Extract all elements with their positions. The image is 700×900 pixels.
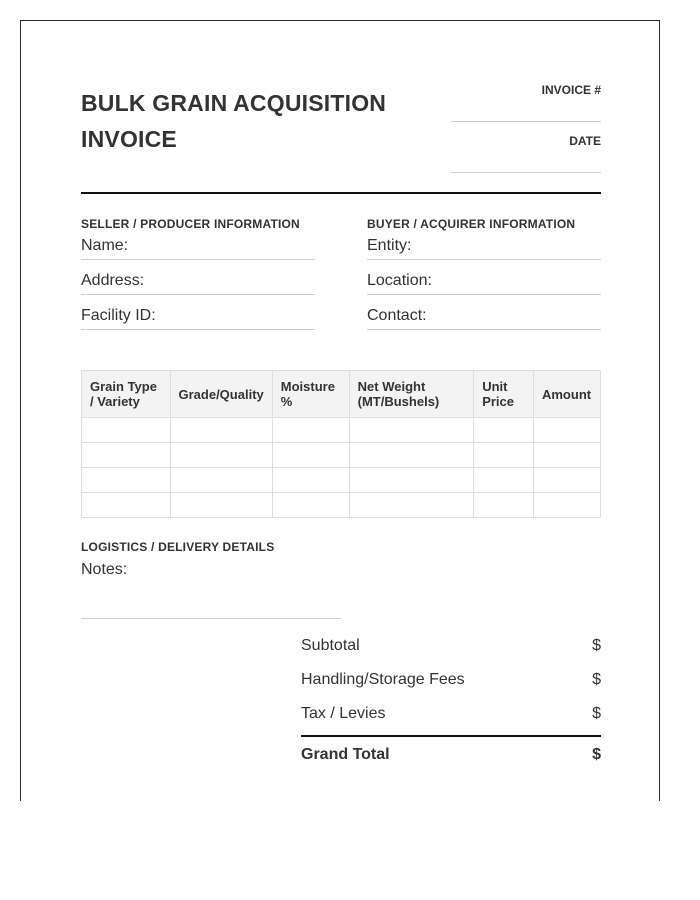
table-header-row <box>82 371 601 418</box>
invoice-number-field[interactable] <box>451 121 601 122</box>
invoice-title <box>81 85 421 157</box>
amount-cell[interactable] <box>533 443 600 468</box>
date-label: DATE <box>569 134 601 148</box>
items-table-body <box>82 418 601 518</box>
net-weight-cell[interactable] <box>349 493 474 518</box>
seller-address-field[interactable]: Address: <box>81 272 315 295</box>
buyer-entity-field[interactable]: Entity: <box>367 237 601 260</box>
table-row <box>82 493 601 518</box>
unit-price-cell[interactable] <box>474 468 534 493</box>
grade-cell[interactable] <box>170 443 272 468</box>
handling-fees-label: Handling/Storage Fees <box>301 671 465 688</box>
amount-cell[interactable] <box>533 468 600 493</box>
column-header-grain-type: Grain Type / Variety <box>82 371 171 418</box>
tax-levies-label: Tax / Levies <box>301 705 386 722</box>
net-weight-cell[interactable] <box>349 468 474 493</box>
net-weight-cell[interactable] <box>349 418 474 443</box>
seller-facility-id-field[interactable]: Facility ID: <box>81 307 315 330</box>
invoice-sheet <box>20 20 660 801</box>
handling-fees-value: $ <box>592 671 601 688</box>
logistics-heading: LOGISTICS / DELIVERY DETAILS <box>81 540 275 554</box>
tax-levies-value: $ <box>592 705 601 722</box>
date-field[interactable] <box>451 172 601 173</box>
grand-total-value: $ <box>592 746 601 763</box>
unit-price-cell[interactable] <box>474 443 534 468</box>
subtotal-value: $ <box>592 637 601 654</box>
grade-cell[interactable] <box>170 493 272 518</box>
grade-cell[interactable] <box>170 468 272 493</box>
grand-total-label: Grand Total <box>301 746 390 763</box>
column-header-net-weight: Net Weight (MT/Bushels) <box>349 371 474 418</box>
grain-type-cell[interactable] <box>82 493 171 518</box>
column-header-grade: Grade/Quality <box>170 371 272 418</box>
grain-type-cell[interactable] <box>82 443 171 468</box>
buyer-contact-field[interactable]: Contact: <box>367 307 601 330</box>
seller-name-field[interactable]: Name: <box>81 237 315 260</box>
table-row <box>82 443 601 468</box>
unit-price-cell[interactable] <box>474 493 534 518</box>
column-header-unit-price: Unit Price <box>474 371 534 418</box>
column-header-moisture: Moisture % <box>272 371 349 418</box>
table-row <box>82 468 601 493</box>
moisture-cell[interactable] <box>272 443 349 468</box>
amount-cell[interactable] <box>533 493 600 518</box>
table-row <box>82 418 601 443</box>
items-table <box>81 370 601 518</box>
grade-cell[interactable] <box>170 418 272 443</box>
grain-type-cell[interactable] <box>82 418 171 443</box>
unit-price-cell[interactable] <box>474 418 534 443</box>
buyer-heading: BUYER / ACQUIRER INFORMATION <box>367 217 576 231</box>
column-header-amount: Amount <box>533 371 600 418</box>
moisture-cell[interactable] <box>272 493 349 518</box>
amount-cell[interactable] <box>533 418 600 443</box>
buyer-location-field[interactable]: Location: <box>367 272 601 295</box>
moisture-cell[interactable] <box>272 418 349 443</box>
notes-field[interactable] <box>81 578 341 619</box>
moisture-cell[interactable] <box>272 468 349 493</box>
grand-total-divider <box>301 735 601 737</box>
subtotal-label: Subtotal <box>301 637 360 654</box>
header-divider <box>81 192 601 194</box>
notes-label: Notes: <box>81 561 128 578</box>
invoice-number-label: INVOICE # <box>541 83 601 97</box>
invoice-title-line1: BULK GRAIN ACQUISITION <box>81 90 387 116</box>
grain-type-cell[interactable] <box>82 468 171 493</box>
invoice-title-line2: INVOICE <box>81 126 177 152</box>
seller-heading: SELLER / PRODUCER INFORMATION <box>81 217 300 231</box>
net-weight-cell[interactable] <box>349 443 474 468</box>
